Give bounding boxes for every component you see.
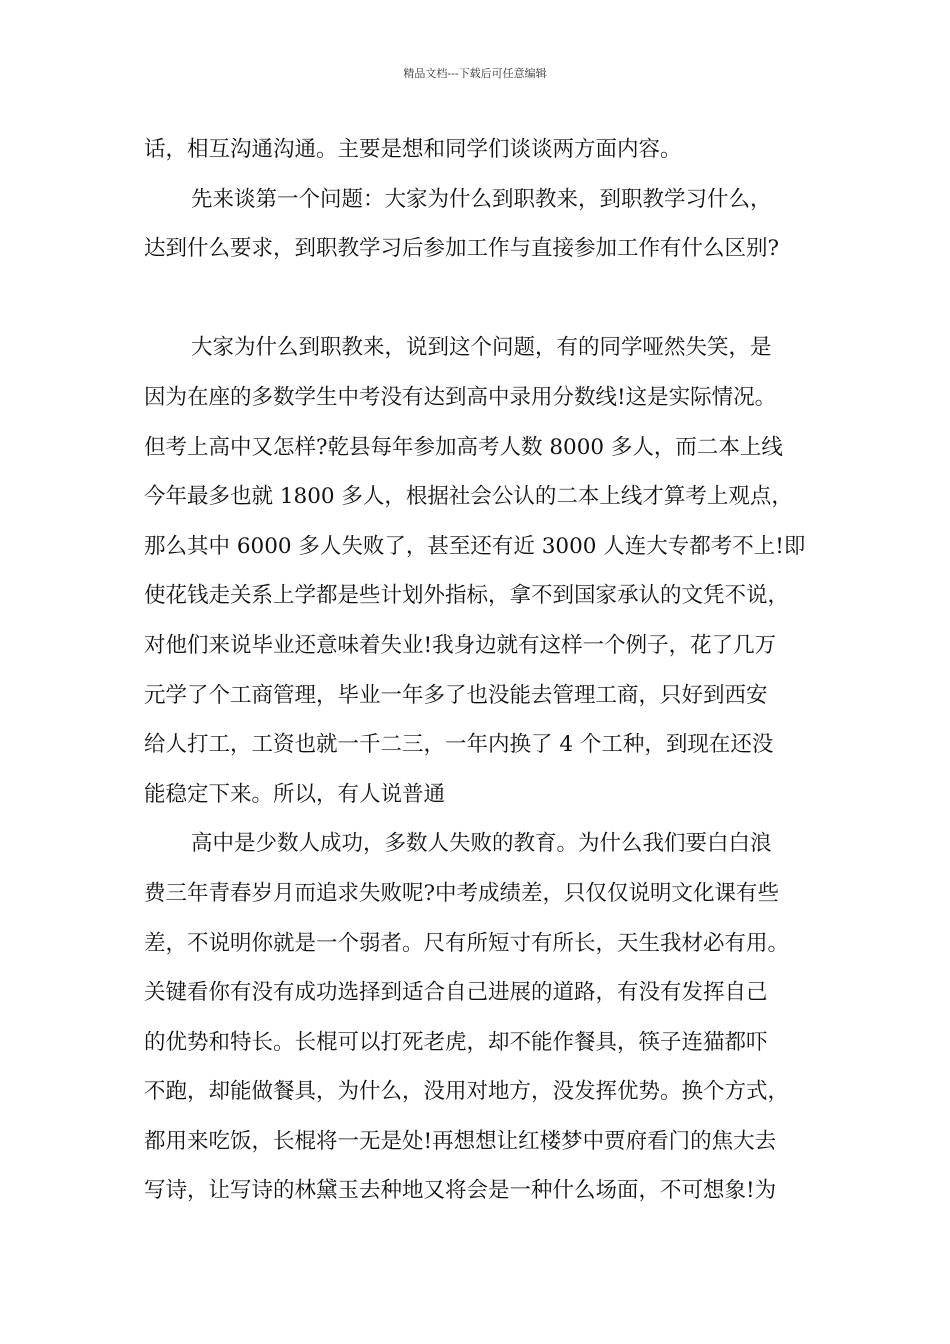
paragraph (144, 824, 824, 1221)
text-line: 差，不说明你就是一个弱者。尺有所短寸有所长，天生我材必有用。 (144, 930, 790, 956)
text-line: 使花钱走关系上学都是些计划外指标，拿不到国家承认的文凭不说， (144, 583, 790, 609)
paragraph (144, 328, 824, 824)
page-header: 精品文档---下载后可任意编辑 (403, 67, 547, 80)
text-line: 话，相互沟通沟通。主要是想和同学们谈谈两方面内容。 (144, 137, 682, 162)
text-line: 都用来吃饭，长棍将一无是处!再想想让红楼梦中贾府看门的焦大去 (144, 1128, 777, 1154)
text-line: 今年最多也就 1800 多人，根据社会公认的二本上线才算考上观点， (144, 484, 793, 510)
text-line: 先来谈第一个问题：大家为什么到职教来，到职教学习什么， (191, 186, 772, 212)
text-line: 给人打工，工资也就一千二三，一年内换了 4 个工种，到现在还没 (144, 732, 774, 758)
paragraph (144, 180, 824, 279)
document-body (144, 130, 824, 1221)
text-line: 达到什么要求，到职教学习后参加工作与直接参加工作有什么区别? (144, 236, 780, 262)
text-line: 高中是少数人成功，多数人失败的教育。为什么我们要白白浪 (191, 831, 772, 857)
text-line: 但考上高中又怎样?乾县每年参加高考人数 8000 多人，而二本上线 (144, 434, 783, 460)
text-line: 对他们来说毕业还意味着失业!我身边就有这样一个例子，花了几万 (144, 632, 777, 658)
text-line: 大家为什么到职教来，说到这个问题，有的同学哑然失笑，是 (191, 335, 772, 361)
text-line: 的优势和特长。长棍可以打死老虎，却不能作餐具，筷子连猫都吓 (144, 1029, 768, 1055)
text-line: 能稳定下来。所以，有人说普通 (144, 781, 446, 807)
text-line: 元学了个工商管理，毕业一年多了也没能去管理工商，只好到西安 (144, 682, 768, 708)
paragraph (144, 130, 824, 180)
text-line: 费三年青春岁月而追求失败呢?中考成绩差，只仅仅说明文化课有些 (144, 880, 780, 906)
text-line: 不跑，却能做餐具，为什么，没用对地方，没发挥优势。换个方式， (144, 1079, 790, 1105)
text-line: 因为在座的多数学生中考没有达到高中录用分数线!这是实际情况。 (144, 384, 777, 410)
text-line: 关键看你有没有成功选择到适合自己进展的道路，有没有发挥自己 (144, 980, 768, 1006)
text-line: 写诗，让写诗的林黛玉去种地又将会是一种什么场面，不可想象!为 (144, 1178, 777, 1204)
text-line: 那么其中 6000 多人失败了，甚至还有近 3000 人连大专都考不上!即 (144, 533, 806, 559)
paragraph-gap (144, 279, 824, 329)
